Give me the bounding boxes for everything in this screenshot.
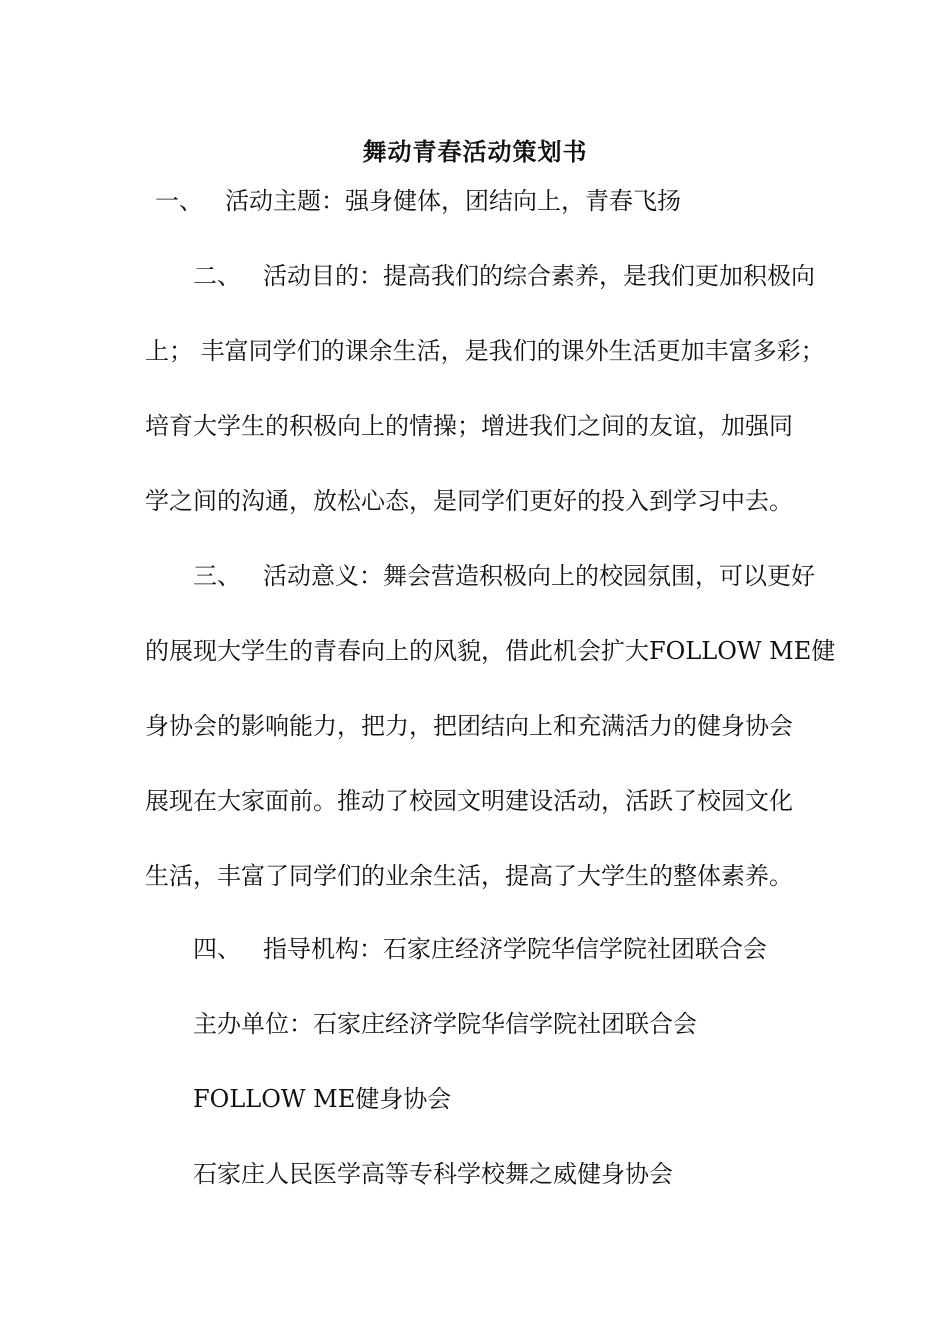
section-3-line-4: 展现在大家面前。推动了校园文明建设活动，活跃了校园文化	[145, 787, 793, 815]
section-4-line-2: 主办单位：石家庄经济学院华信学院社团联合会	[193, 1010, 697, 1038]
section-1-line	[155, 181, 835, 221]
section-3-line-1	[193, 556, 873, 596]
section-3-line-3: 身协会的影响能力，把力，把团结向上和充满活力的健身协会	[145, 712, 793, 740]
section-2-line-3: 培育大学生的积极向上的情操；增进我们之间的友谊，加强同	[145, 412, 793, 440]
section-2-line-2: 上； 丰富同学们的课余生活，是我们的课外生活更加丰富多彩；	[145, 337, 825, 365]
section-2-text-1: 活动目的：提高我们的综合素养，是我们更加积极向	[263, 262, 815, 290]
section-4-line-1	[193, 929, 873, 969]
section-4-line-4: 石家庄人民医学高等专科学校舞之威健身协会	[193, 1160, 673, 1188]
section-2-line-1	[193, 256, 873, 296]
section-4-text-1: 指导机构：石家庄经济学院华信学院社团联合会	[263, 935, 767, 963]
section-3-line-2: 的展现大学生的青春向上的风貌，借此机会扩大FOLLOW ME健	[145, 637, 836, 665]
section-2-line-4: 学之间的沟通，放松心态，是同学们更好的投入到学习中去。	[145, 487, 793, 515]
section-4-number: 四、	[193, 935, 241, 963]
section-3-text-1: 活动意义：舞会营造积极向上的校园氛围，可以更好	[263, 562, 815, 590]
section-1-text: 活动主题：强身健体，团结向上，青春飞扬	[225, 187, 681, 215]
section-3-number: 三、	[193, 562, 241, 590]
document-title: 舞动青春活动策划书	[362, 137, 588, 166]
section-2-number: 二、	[193, 262, 241, 290]
section-3-line-5: 生活，丰富了同学们的业余生活，提高了大学生的整体素养。	[145, 862, 793, 890]
section-4-line-3: FOLLOW ME健身协会	[193, 1085, 452, 1113]
section-1-number: 一、	[155, 187, 203, 215]
